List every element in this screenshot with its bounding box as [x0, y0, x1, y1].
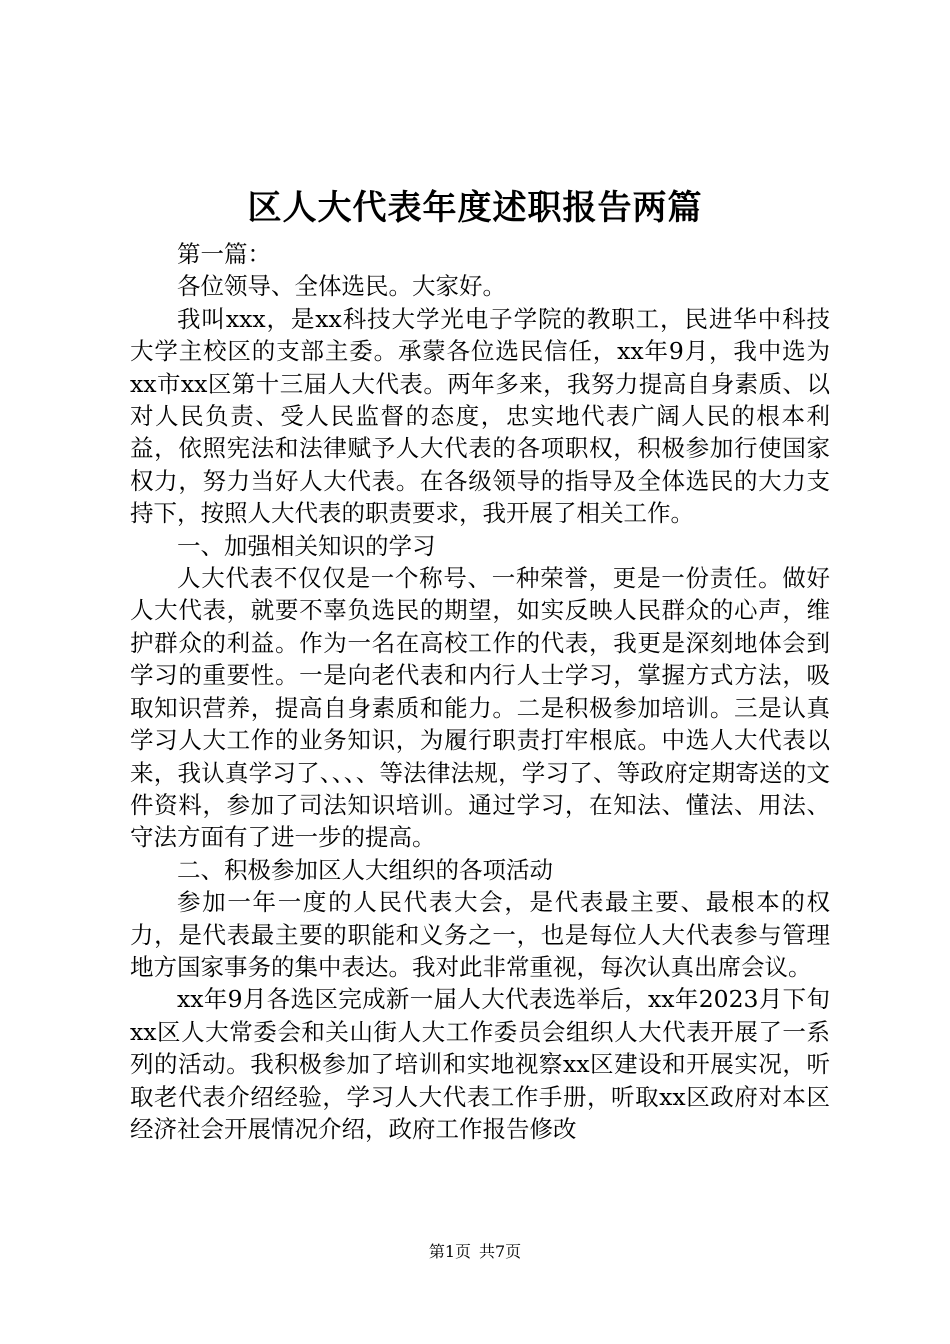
learning-paragraph: 人大代表不仅仅是一个称号、一种荣誉，更是一份责任。做好人大代表，就要不辜负选民的期望，如实反映人民群众的心声，维护群众的利益。作为一名在高校工作的代表，我更是深刻地体会到学习的重要性。一是向老代表和内行人士学习，掌握方式方法，吸取知识营养，提高自身素质和能力。二是积极参加培训。三是认真学习人大工作的业务知识，为履行职责打牢根底。中选人大代表以来，我认真学习了、、、、等法律法规，学习了、等政府定期寄送的文件资料，参加了司法知识培训。通过学习，在知法、懂法、用法、守法方面有了进一步的提高。: [130, 564, 830, 852]
page-footer: [0, 1240, 950, 1264]
activities-paragraph: 参加一年一度的人民代表大会，是代表最主要、最根本的权力，是代表最主要的职能和义务之一，也是每位人大代表参与管理地方国家事务的集中表达。我对此非常重视，每次认真出席会议。: [130, 888, 830, 981]
introduction-paragraph: 我叫xxx，是xx科技大学光电子学院的教职工，民进华中科技大学主校区的支部主委。承蒙各位选民信任，xx年9月，我中选为xx市xx区第十三届人大代表。两年多来，我努力提高自身素质、以对人民负责、受人民监督的态度，忠实地代表广阔人民的根本利益，依照宪法和法律赋予人大代表的各项职权，积极参加行使国家权力，努力当好人大代表。在各级领导的指导及全体选民的大力支持下，按照人大代表的职责要求，我开展了相关工作。: [130, 304, 830, 528]
section-heading-activities: 二、积极参加区人大组织的各项活动: [177, 855, 553, 884]
page-total: 共7页: [479, 1242, 522, 1261]
section-heading-part-one: 第一篇：: [177, 240, 271, 268]
document-title: 区人大代表年度述职报告两篇: [247, 188, 703, 228]
greeting-paragraph: 各位领导、全体选民。大家好。: [177, 272, 506, 301]
activities-detail-paragraph: xx年9月各选区完成新一届人大代表选举后，xx年2023月下旬xx区人大常委会和关山街人大工作委员会组织人大代表开展了一系列的活动。我积极参加了培训和实地视察xx区建设和开展实况，听取老代表介绍经验，学习人大代表工作手册，听取xx区政府对本区经济社会开展情况介绍，政府工作报告修改: [130, 985, 830, 1143]
section-heading-learning: 一、加强相关知识的学习: [177, 531, 436, 560]
page-number: 第1页: [428, 1242, 471, 1261]
document-body: [130, 238, 830, 1145]
